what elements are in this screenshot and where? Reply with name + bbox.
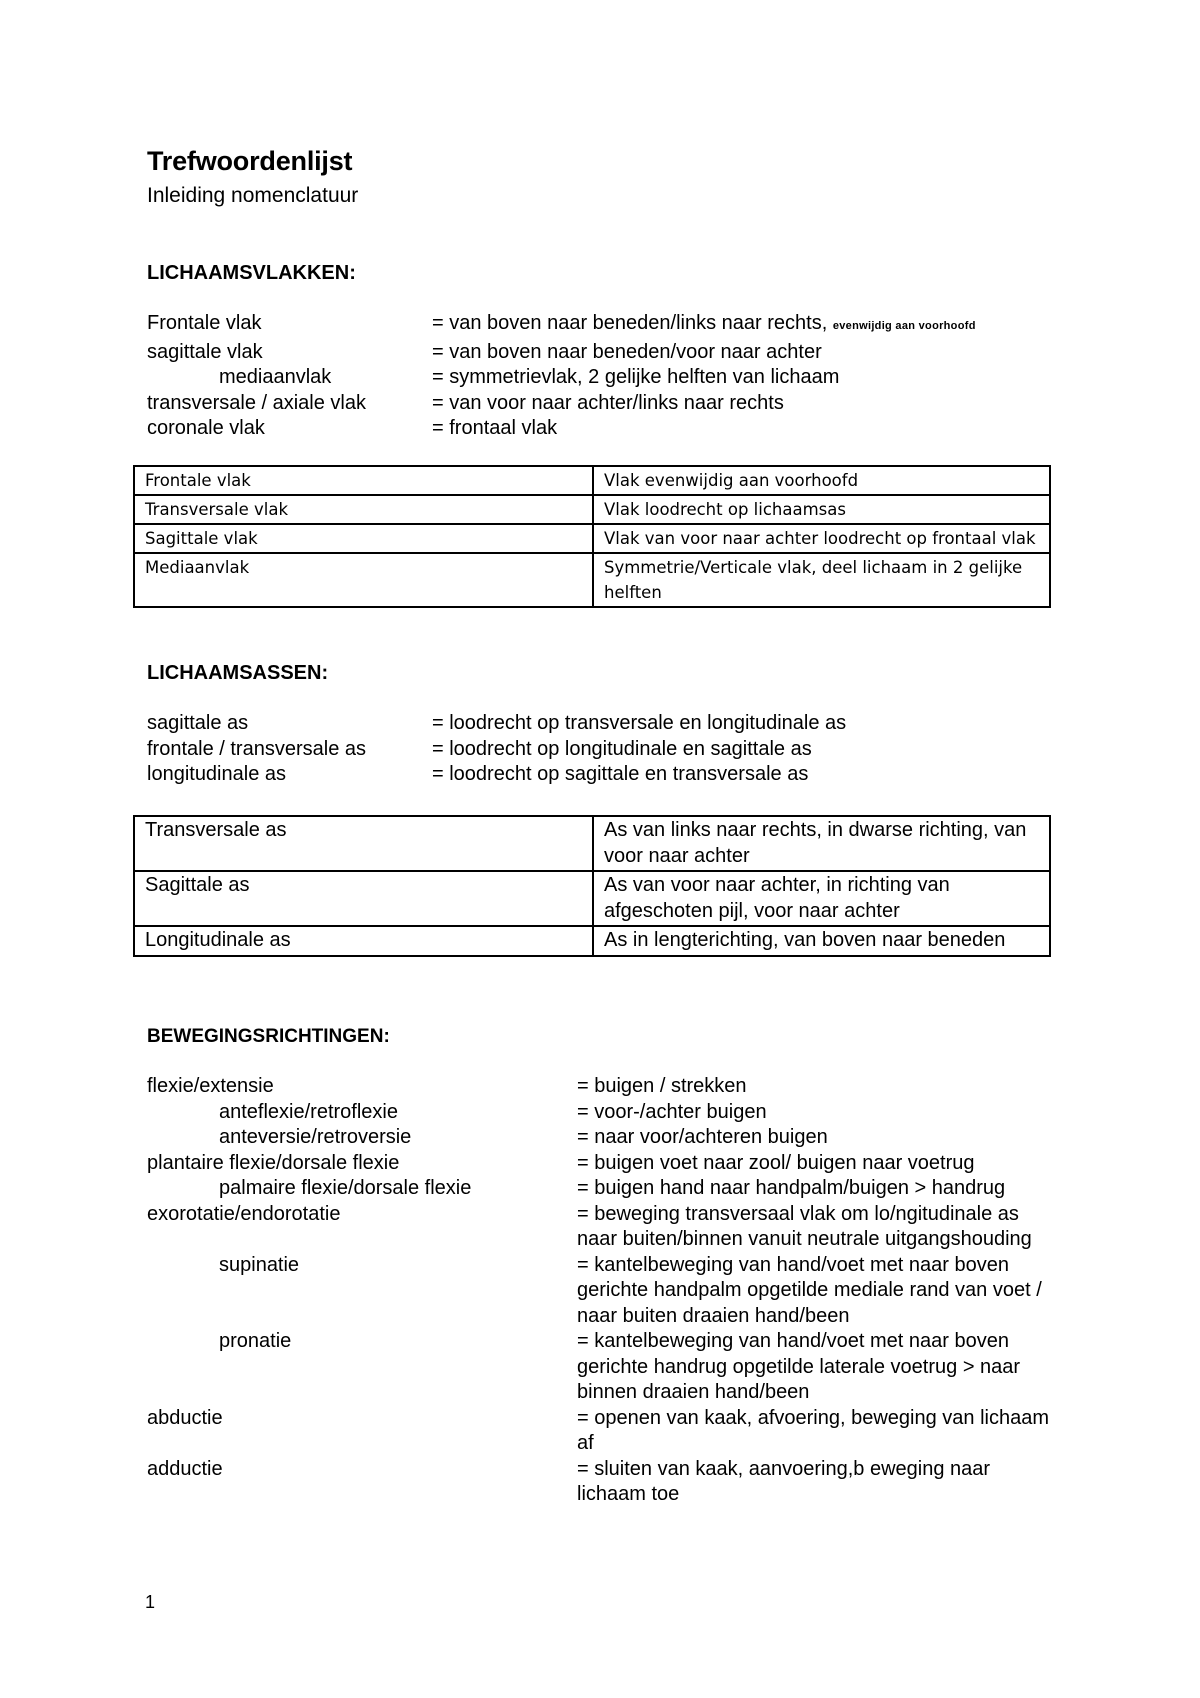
definition-description: = van voor naar achter/links naar rechts xyxy=(432,391,784,414)
definition-term: longitudinale as xyxy=(147,763,286,785)
definition-row xyxy=(147,391,1087,417)
definition-term: exorotatie/endorotatie xyxy=(147,1202,341,1225)
definition-description: = buigen / strekken xyxy=(577,1075,747,1097)
definition-row xyxy=(147,340,1087,366)
definition-description: = symmetrievlak, 2 gelijke helften van lichaam xyxy=(432,366,840,388)
definition-description: = van boven naar beneden/voor naar achter xyxy=(432,340,822,363)
definition-row xyxy=(147,1074,1087,1100)
definition-term: abductie xyxy=(147,1406,223,1429)
definition-term: plantaire flexie/dorsale flexie xyxy=(147,1151,400,1174)
table-cell-term: Sagittale as xyxy=(134,871,593,926)
definition-row xyxy=(147,311,1087,340)
definition-term: Frontale vlak xyxy=(147,312,262,334)
definition-row xyxy=(147,1457,1087,1508)
definition-row xyxy=(147,737,1047,763)
definition-row xyxy=(147,1253,1087,1330)
definition-description: = kantelbeweging van hand/voet met naar boven gerichte handpalm opgetilde mediale rand van voet / naar buiten draaien hand/been xyxy=(577,1253,1042,1327)
table-row xyxy=(134,495,1050,524)
definition-term: flexie/extensie xyxy=(147,1075,274,1097)
definition-description: = naar voor/achteren buigen xyxy=(577,1126,828,1148)
table-cell-term: Transversale as xyxy=(134,816,593,871)
lichaamsvlakken-definition-list xyxy=(147,311,1087,442)
definition-description xyxy=(432,311,976,340)
bewegingsrichtingen-definition-list xyxy=(147,1074,1087,1508)
table-cell-term: Longitudinale as xyxy=(134,926,593,956)
definition-description: = beweging transversaal vlak om lo/ngitudinale as naar buiten/binnen vanuit neutrale uitgangshouding xyxy=(577,1202,1032,1250)
lichaamsassen-definition-list xyxy=(147,711,1047,788)
definition-term: frontale / transversale as xyxy=(147,737,366,760)
table-row xyxy=(134,553,1050,607)
table-row xyxy=(134,926,1050,956)
definition-row xyxy=(147,711,1047,737)
definition-row xyxy=(147,1202,1087,1253)
definition-row xyxy=(147,1100,1087,1126)
definition-row xyxy=(147,1176,1087,1202)
definition-term: anteversie/retroversie xyxy=(219,1126,412,1148)
lichaamsvlakken-table xyxy=(133,465,1051,608)
definition-description: = voor-/achter buigen xyxy=(577,1100,767,1123)
definition-text: = van boven naar beneden/links naar rechts, xyxy=(432,312,833,334)
definition-row xyxy=(147,1406,1087,1457)
definition-row xyxy=(147,1125,1087,1151)
section-heading-lichaamsvlakken: LICHAAMSVLAKKEN: xyxy=(147,262,356,284)
table-cell-term: Sagittale vlak xyxy=(134,524,593,553)
definition-term: palmaire flexie/dorsale flexie xyxy=(219,1177,472,1199)
definition-description: = loodrecht op longitudinale en sagittale as xyxy=(432,737,812,760)
definition-row xyxy=(147,416,1087,442)
definition-note: evenwijdig aan voorhoofd xyxy=(832,320,976,332)
definition-term: coronale vlak xyxy=(147,417,265,439)
definition-description: = buigen voet naar zool/ buigen naar voetrug xyxy=(577,1151,975,1174)
lichaamsassen-table xyxy=(133,815,1051,957)
document-title: Trefwoordenlijst xyxy=(147,146,353,176)
definition-description: = frontaal vlak xyxy=(432,417,558,439)
definition-row xyxy=(147,365,1087,391)
section-heading-bewegingsrichtingen: BEWEGINGSRICHTINGEN: xyxy=(147,1026,390,1047)
page-number: 1 xyxy=(145,1592,156,1612)
definition-description: = loodrecht op sagittale en transversale as xyxy=(432,763,809,785)
table-row xyxy=(134,466,1050,495)
definition-description: = sluiten van kaak, aanvoering,b eweging naar lichaam toe xyxy=(577,1457,991,1505)
table-cell-description: Vlak van voor naar achter loodrecht op frontaal vlak xyxy=(593,524,1050,553)
section-heading-lichaamsassen: LICHAAMSASSEN: xyxy=(147,662,329,684)
definition-term: adductie xyxy=(147,1457,223,1480)
table-cell-description: As in lengterichting, van boven naar beneden xyxy=(593,926,1050,956)
definition-row xyxy=(147,1151,1087,1177)
table-cell-term: Mediaanvlak xyxy=(134,553,593,607)
table-cell-description: Symmetrie/Verticale vlak, deel lichaam in 2 gelijke helften xyxy=(593,553,1050,607)
table-cell-description: As van links naar rechts, in dwarse richting, van voor naar achter xyxy=(593,816,1050,871)
document-subtitle: Inleiding nomenclatuur xyxy=(147,184,359,207)
definition-term: supinatie xyxy=(219,1253,300,1276)
definition-description: = kantelbeweging van hand/voet met naar boven gerichte handrug opgetilde laterale voetrug > naar binnen draaien hand/been xyxy=(577,1330,1021,1403)
definition-term: sagittale as xyxy=(147,712,249,734)
definition-term: mediaanvlak xyxy=(219,366,332,388)
table-cell-term: Transversale vlak xyxy=(134,495,593,524)
table-cell-description: As van voor naar achter, in richting van afgeschoten pijl, voor naar achter xyxy=(593,871,1050,926)
table-cell-description: Vlak loodrecht op lichaamsas xyxy=(593,495,1050,524)
table-row xyxy=(134,524,1050,553)
table-cell-term: Frontale vlak xyxy=(134,466,593,495)
definition-description: = openen van kaak, afvoering, beweging van lichaam af xyxy=(577,1406,1049,1454)
definition-description: = buigen hand naar handpalm/buigen > handrug xyxy=(577,1177,1006,1199)
table-row xyxy=(134,816,1050,871)
definition-description: = loodrecht op transversale en longitudinale as xyxy=(432,712,847,734)
definition-row xyxy=(147,762,1047,788)
definition-term: sagittale vlak xyxy=(147,340,263,363)
table-row xyxy=(134,871,1050,926)
definition-term: anteflexie/retroflexie xyxy=(219,1100,398,1123)
table-cell-description: Vlak evenwijdig aan voorhoofd xyxy=(593,466,1050,495)
definition-row xyxy=(147,1329,1087,1406)
definition-term: transversale / axiale vlak xyxy=(147,391,366,414)
definition-term: pronatie xyxy=(219,1330,292,1352)
